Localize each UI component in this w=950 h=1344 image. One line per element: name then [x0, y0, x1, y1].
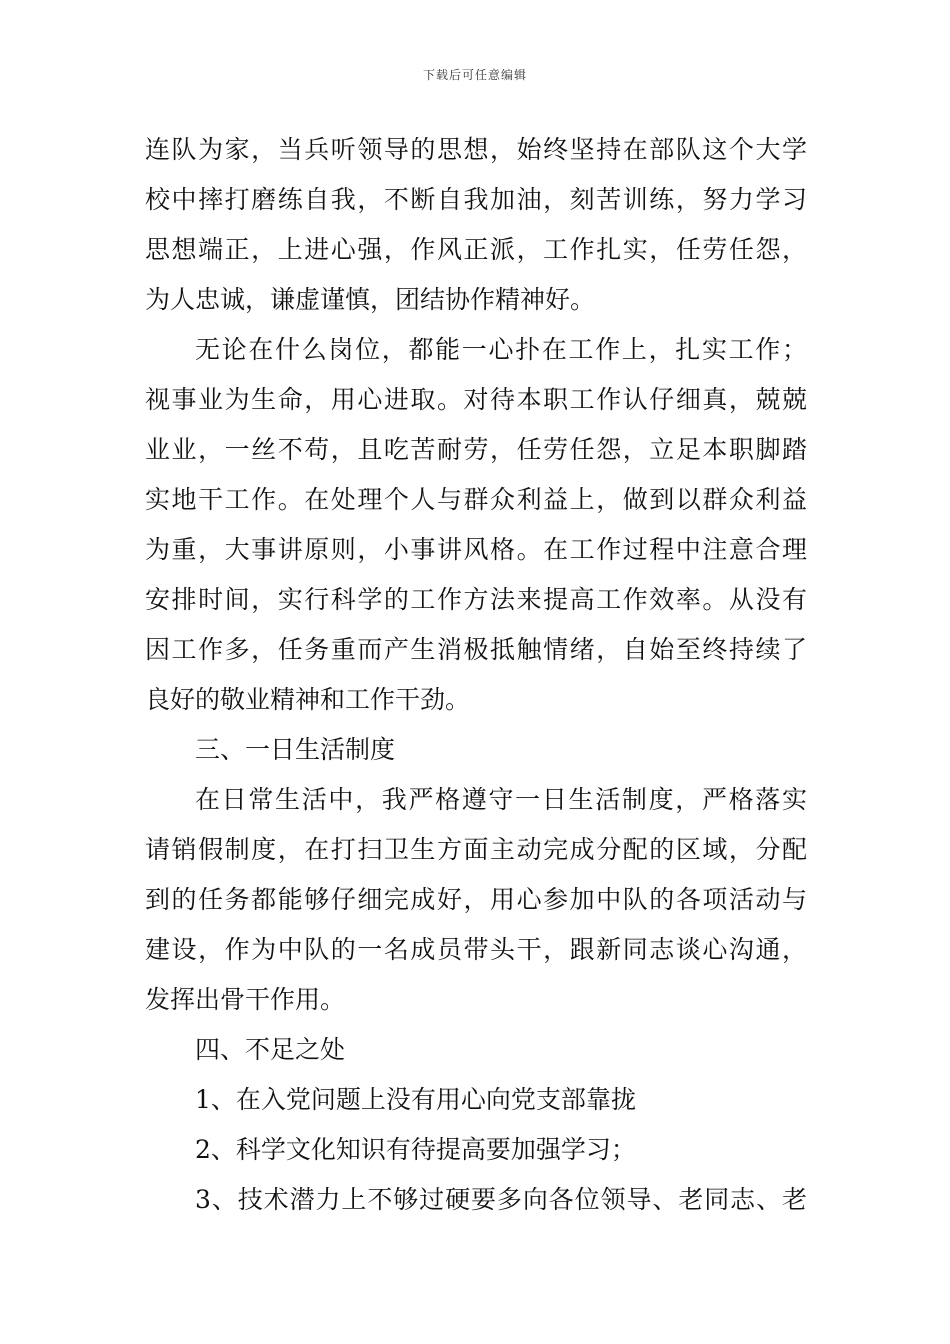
text-line: 校中摔打磨练自我，不断自我加油，刻苦训练，努力学习 — [145, 185, 807, 214]
text-line: 为重，大事讲原则，小事讲风格。在工作过程中注意合理 — [145, 535, 807, 564]
text-line: 视事业为生命，用心进取。对待本职工作认仔细真，兢兢 — [145, 385, 807, 414]
text-line: 请销假制度，在打扫卫生方面主动完成分配的区域，分配 — [145, 835, 807, 864]
page-header-note: 下载后可任意编辑 — [422, 68, 527, 82]
text-line: 2、科学文化知识有待提高要加强学习； — [195, 1135, 636, 1164]
text-line: 建设，作为中队的一名成员带头干，跟新同志谈心沟通， — [145, 935, 807, 964]
text-line: 到的任务都能够仔细完成好，用心参加中队的各项活动与 — [145, 885, 807, 914]
text-line: 良好的敬业精神和工作干劲。 — [145, 685, 471, 714]
text-line: 发挥出骨干作用。 — [145, 985, 346, 1014]
text-line: 思想端正，上进心强，作风正派，工作扎实，任劳任怨， — [145, 235, 807, 264]
text-line: 1、在入党问题上没有用心向党支部靠拢 — [195, 1085, 636, 1114]
text-line: 业业，一丝不苟，且吃苦耐劳，任劳任怨，立足本职脚踏 — [145, 435, 807, 464]
text-line: 连队为家，当兵听领导的思想，始终坚持在部队这个大学 — [145, 135, 807, 164]
text-line: 安排时间，实行科学的工作方法来提高工作效率。从没有 — [145, 585, 807, 614]
text-line: 3、技术潜力上不够过硬要多向各位领导、老同志、老 — [195, 1185, 807, 1214]
text-line: 为人忠诚，谦虚谨慎，团结协作精神好。 — [145, 285, 596, 314]
text-line: 三、一日生活制度 — [195, 735, 396, 764]
text-line: 无论在什么岗位，都能一心扑在工作上，扎实工作； — [195, 335, 807, 364]
text-line: 在日常生活中，我严格遵守一日生活制度，严格落实 — [195, 785, 807, 814]
text-line: 四、不足之处 — [195, 1035, 346, 1064]
text-line: 实地干工作。在处理个人与群众利益上，做到以群众利益 — [145, 485, 807, 514]
text-line: 因工作多，任务重而产生消极抵触情绪，自始至终持续了 — [145, 635, 807, 664]
document-body — [145, 125, 807, 1225]
